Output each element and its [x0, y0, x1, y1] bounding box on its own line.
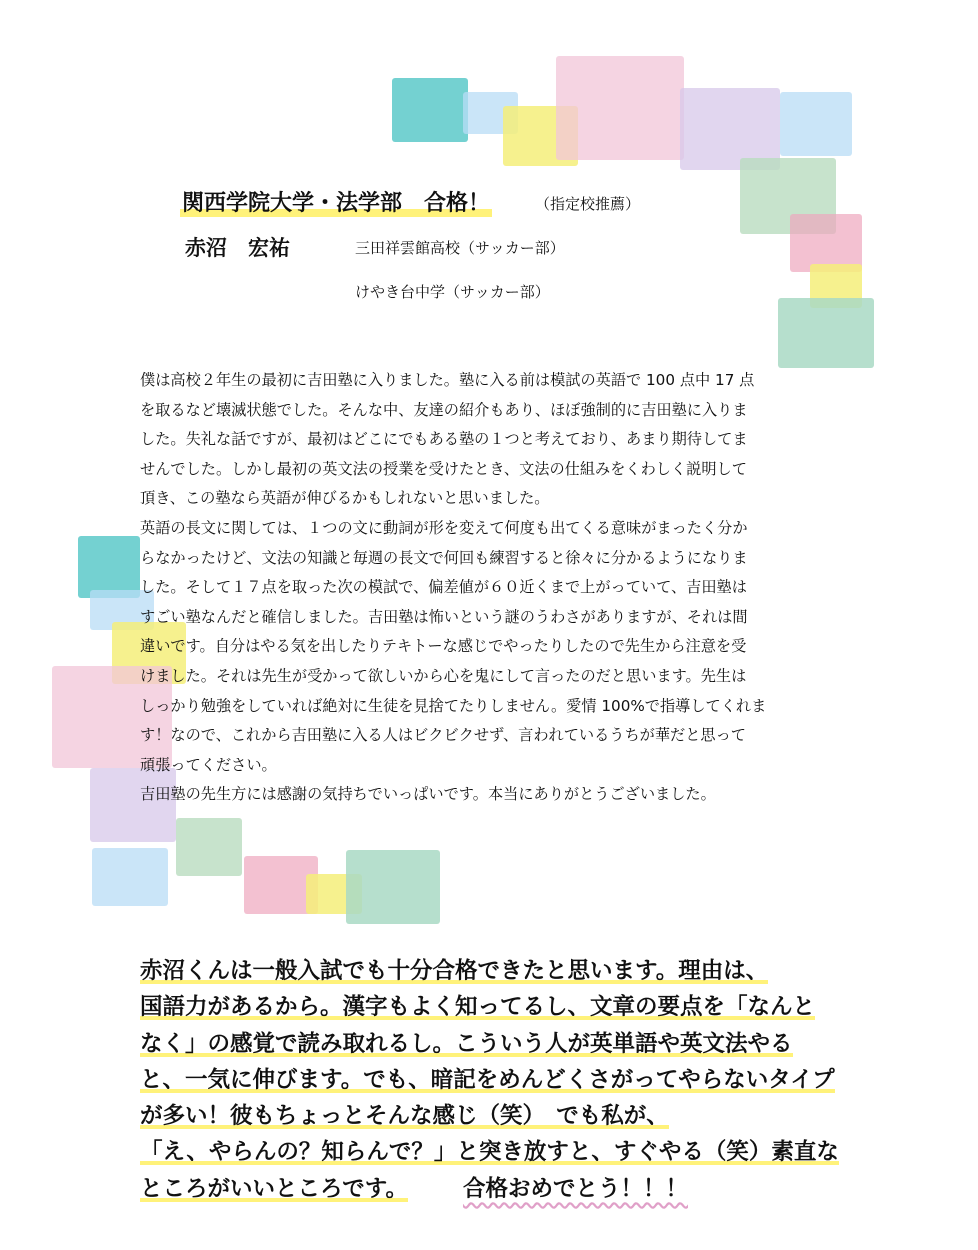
comment-line	[140, 1171, 860, 1207]
testimonial-line: 吉田塾の先生方には感謝の気持ちでいっぱいです。本当にありがとうございました。	[140, 785, 716, 804]
junior-high-school: けやき台中学（サッカー部）	[355, 283, 550, 301]
decorative-square	[176, 818, 242, 876]
testimonial-line: しっかり勉強をしていれば絶対に生徒を見捨てたりしません。愛情 100%で指導してくれま	[140, 696, 767, 715]
comment-line	[140, 1134, 860, 1170]
testimonial-line: 違いです。自分はやる気を出したりテキトーな感じでやったりしたので先生から注意を受	[140, 637, 747, 656]
testimonial-line: すごい塾なんだと確信しました。吉田塾は怖いという謎のうわさがありますが、それは間	[140, 607, 748, 626]
comment-text: と、一気に伸びます。でも、暗記をめんどくさがってやらないタイプ	[140, 1066, 835, 1093]
page-title: 関西学院大学・法学部 合格！	[180, 186, 492, 217]
comment-text: 「え、やらんの？知らんで？」と突き放すと、すぐやる（笑）素直な	[140, 1139, 839, 1166]
comment-line	[140, 953, 860, 989]
decorative-square	[780, 92, 852, 156]
high-school: 三田祥雲館高校（サッカー部）	[355, 239, 565, 257]
testimonial-line: せんでした。しかし最初の英文法の授業を受けたとき、文法の仕組みをくわしく説明して	[140, 459, 747, 478]
testimonial-line: した。失礼な話ですが、最初はどこにでもある塾の１つと考えており、あまり期待してま	[140, 430, 748, 449]
decorative-square	[346, 850, 440, 924]
comment-line	[140, 1098, 860, 1134]
congratulations-text: 合格おめでとう！！！	[462, 1175, 688, 1202]
comment-text: が多い！彼もちょっとそんな感じ（笑） でも私が、	[140, 1103, 669, 1130]
comment-text: ところがいいところです。	[140, 1175, 408, 1202]
recommendation-note: （指定校推薦）	[535, 195, 641, 213]
teacher-comment	[140, 953, 860, 1207]
decorative-square	[92, 848, 168, 906]
decorative-square	[392, 78, 468, 142]
student-name: 赤沼 宏祐	[185, 236, 290, 260]
decorative-square	[556, 56, 684, 160]
comment-text: 国語力があるから。漢字もよく知ってるし、文章の要点を「なんと	[140, 994, 816, 1021]
testimonial-line: 英語の長文に関しては、１つの文に動詞が形を変えて何度も出てくる意味がまったく分か	[140, 518, 748, 537]
decorative-square	[778, 298, 874, 368]
testimonial-line: 頂き、この塾なら英語が伸びるかもしれないと思いました。	[140, 489, 550, 508]
testimonial-line: けました。それは先生が受かって欲しいから心を鬼にして言ったのだと思います。先生は	[140, 666, 747, 685]
testimonial-line: らなかったけど、文法の知識と毎週の長文で何回も練習すると徐々に分かるようになりま	[140, 548, 748, 567]
comment-line	[140, 989, 860, 1025]
testimonial-line: す！なので、これから吉田塾に入る人はビクビクせず、言われているうちが華だと思って	[140, 726, 746, 745]
testimonial-line: 頑張ってください。	[140, 755, 277, 774]
comment-text: 赤沼くんは一般入試でも十分合格できたと思います。理由は、	[140, 958, 769, 984]
decorative-square	[78, 536, 140, 598]
testimonial-line: した。そして１７点を取った次の模試で、偏差値が６０近くまで上がっていて、吉田塾は	[140, 578, 747, 597]
testimonial-line: を取るなど壊滅状態でした。そんな中、友達の紹介もあり、ほぼ強制的に吉田塾に入りま	[140, 400, 748, 419]
comment-text: なく」の感覚で読み取れるし。こういう人が英単語や英文法やる	[140, 1030, 793, 1057]
comment-line	[140, 1062, 860, 1098]
testimonial-text	[140, 366, 850, 810]
testimonial-line: 僕は高校２年生の最初に吉田塾に入りました。塾に入る前は模試の英語で 100 点中 17 点	[140, 371, 755, 389]
comment-line	[140, 1026, 860, 1062]
